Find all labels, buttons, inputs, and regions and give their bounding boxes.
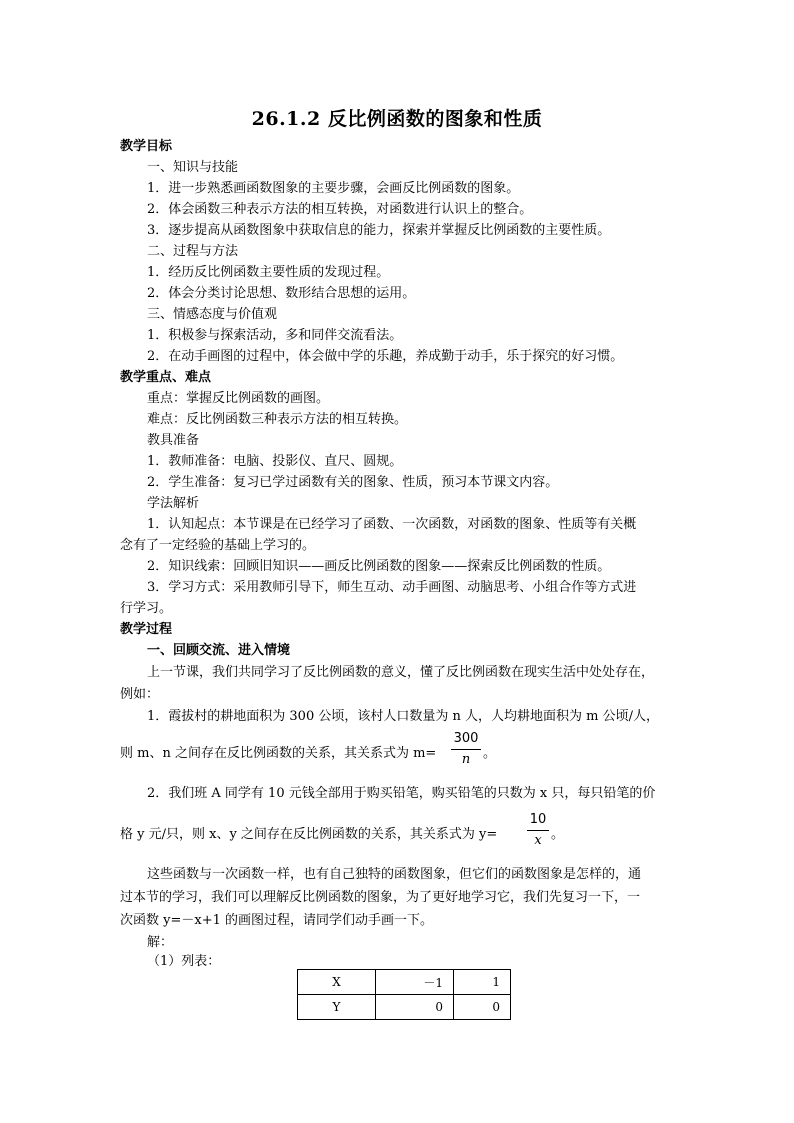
subheading: 一、回顾交流、进入情境: [147, 643, 291, 658]
table-cell: X: [298, 970, 376, 995]
fraction-numerator: 300: [453, 731, 479, 746]
table-row: [298, 995, 511, 1020]
table-cell: Y: [298, 995, 376, 1020]
text-line: 难点：反比例函数三种表示方法的相互转换。: [147, 412, 408, 427]
subheading: 一、知识与技能: [147, 160, 239, 175]
text-line: 行学习。: [120, 601, 173, 616]
text-line: 1．教师准备：电脑、投影仪、直尺、圆规。: [147, 454, 403, 469]
text-punctuation: 。: [551, 827, 565, 842]
text-line: 2．知识线索：回顾旧知识——画反比例函数的图象——探索反比例函数的性质。: [147, 559, 611, 574]
text-line: 1．霞拔村的耕地面积为 300 公顷，该村人口数量为 n 人，人均耕地面积为 m 公顷/人，: [147, 709, 659, 724]
table-cell: 0: [376, 995, 454, 1020]
text-line: 这些函数与一次函数一样，也有自己独特的函数图象，但它们的函数图象是怎样的，通: [147, 867, 642, 882]
text-line: 则 m、n 之间存在反比例函数的关系，其关系式为 m=: [120, 746, 437, 761]
fraction-bar: [451, 749, 481, 750]
text-line: 格 y 元/只，则 x、y 之间存在反比例函数的关系，其关系式为 y=: [120, 827, 498, 842]
text-line: 2．学生准备：复习已学过函数有关的图象、性质，预习本节课文内容。: [147, 475, 559, 490]
text-line: 3．学习方式：采用教师引导下，师生互动、动手画图、动脑思考、小组合作等方式进: [147, 580, 637, 595]
text-line: 上一节课，我们共同学习了反比例函数的意义，懂了反比例函数在现实生活中处处存在，: [147, 665, 655, 680]
text-line: 例如：: [120, 687, 160, 702]
text-line: 1．经历反比例函数主要性质的发现过程。: [147, 265, 390, 280]
text-line: 3．逐步提高从函数图象中获取信息的能力，探索并掌握反比例函数的主要性质。: [147, 223, 611, 238]
table-cell: －1: [376, 970, 454, 995]
text-line: 2．体会函数三种表示方法的相互转换，对函数进行认识上的整合。: [147, 202, 533, 217]
text-punctuation: 。: [483, 746, 497, 761]
text-line: （1）列表：: [147, 954, 221, 969]
text-line: 1．认知起点：本节课是在已经学习了函数、一次函数，对函数的图象、性质等有关概: [147, 517, 637, 532]
fraction-10-over-x: [527, 812, 549, 849]
value-table: [297, 969, 511, 1020]
text-line: 2．体会分类讨论思想、数形结合思想的运用。: [147, 286, 416, 301]
subheading: 教具准备: [147, 433, 200, 448]
text-line: 解：: [147, 935, 174, 950]
section-heading-key-points: 教学重点、难点: [120, 370, 212, 385]
text-line: 1．积极参与探索活动，多和同伴交流看法。: [147, 328, 403, 343]
subheading: 二、过程与方法: [147, 244, 239, 259]
text-line: 次函数 y=－x+1 的画图过程，请同学们动手画一下。: [120, 913, 433, 928]
text-line: 1．进一步熟悉画函数图象的主要步骤，会画反比例函数的图象。: [147, 181, 520, 196]
text-line: 重点：掌握反比例函数的画图。: [147, 391, 330, 406]
text-line: 过本节的学习，我们可以理解反比例函数的图象，为了更好地学习它，我们先复习一下，一: [120, 890, 641, 905]
document-title: 26.1.2 反比例函数的图象和性质: [251, 108, 543, 130]
fraction-300-over-n: [451, 731, 481, 768]
fraction-denominator: n: [461, 752, 471, 767]
text-line: 2．在动手画图的过程中，体会做中学的乐趣，养成勤于动手，乐于探究的好习惯。: [147, 349, 624, 364]
table-cell: 1: [454, 970, 511, 995]
section-heading-process: 教学过程: [120, 622, 173, 637]
fraction-numerator: 10: [529, 812, 547, 827]
subheading: 学法解析: [147, 496, 200, 511]
table-row: [298, 970, 511, 995]
text-line: 2．我们班 A 同学有 10 元钱全部用于购买铅笔，购买铅笔的只数为 x 只，每只铅笔的价: [147, 786, 656, 801]
section-heading-objectives: 教学目标: [120, 139, 173, 154]
fraction-bar: [527, 830, 549, 831]
table-cell: 0: [454, 995, 511, 1020]
fraction-denominator: x: [534, 833, 542, 848]
text-line: 念有了一定经验的基础上学习的。: [120, 538, 316, 553]
subheading: 三、情感态度与价值观: [147, 307, 278, 322]
